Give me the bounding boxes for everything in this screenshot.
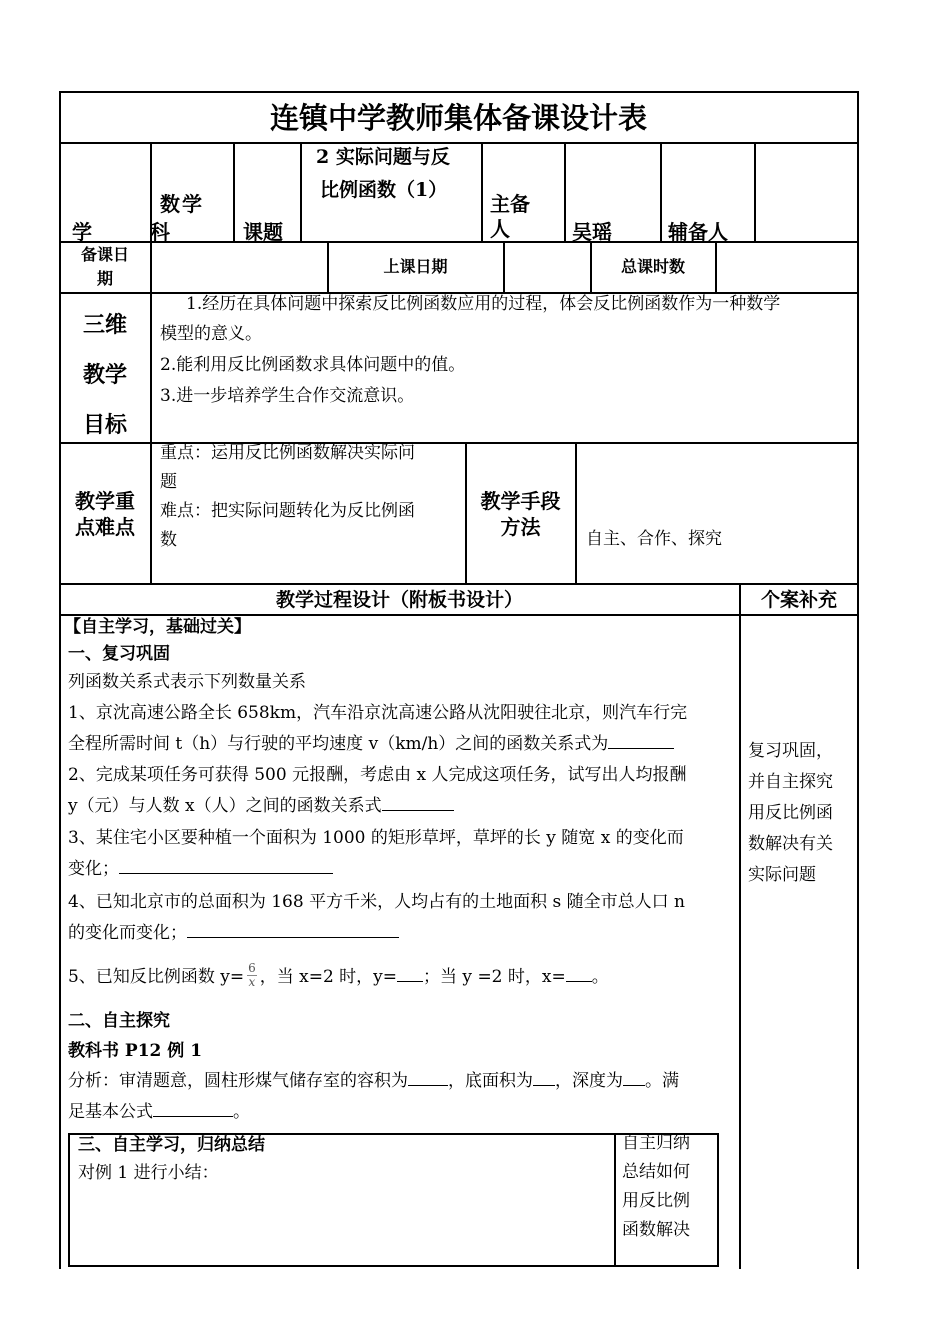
process-header: 教学过程设计（附板书设计）: [275, 589, 523, 611]
sec1-title: 【自主学习，基础过关】: [64, 617, 251, 637]
keypoints-line-4: 数: [160, 530, 177, 550]
keypoints-label-2: 点难点: [75, 515, 135, 539]
q3-line-b: [68, 854, 333, 884]
objectives-label-3: 目标: [82, 412, 127, 438]
objective-item-2: 2.能利用反比例函数求具体问题中的值。: [160, 355, 466, 375]
keypoints-label-1: 教学重: [75, 489, 135, 513]
analysis-a-1: 分析：审清题意，圆柱形煤气储存室的容积为: [68, 1071, 408, 1091]
q1-line-a: 1、京沈高速公路全长 658km，汽车沿京沈高速公路从沈阳驶往北京，则汽车行完: [68, 703, 688, 723]
hline-title: [59, 142, 858, 144]
outer-right: [857, 91, 859, 1269]
topic-value-line1: 2 实际问题与反: [316, 146, 450, 168]
subject-label: 学 科: [72, 220, 170, 244]
method-label: [465, 488, 576, 540]
topic-value-line2: 比例函数（1）: [320, 179, 448, 201]
method-label-1: 教学手段: [480, 489, 561, 513]
fraction-num: 6: [248, 961, 256, 975]
q5-line: [68, 962, 609, 992]
side-note-2-line: 总结如何: [622, 1162, 690, 1182]
side-note-1-line: 复习巩固，: [748, 741, 833, 761]
q2-line-b: [68, 791, 454, 821]
vline: [233, 142, 235, 242]
q5-mid2: ；当 y =2 时，x=: [423, 967, 566, 987]
vline: [564, 142, 566, 242]
vline-side: [739, 583, 741, 1269]
lead-value: 吴瑶: [572, 220, 612, 244]
q4-line-a: 4、已知北京市的总面积为 168 平方千米，人均占有的土地面积 s 随全市总人口 n: [68, 892, 685, 912]
fraction: [247, 962, 257, 989]
method-label-2: 方法: [500, 515, 541, 539]
inner-box-left: [68, 1133, 70, 1267]
analysis-a-4: 。满: [645, 1071, 679, 1091]
side-note-1: [748, 736, 833, 891]
analysis-b-2: 。: [233, 1102, 250, 1122]
prep-date-label-2: 期: [96, 269, 113, 288]
assist-label: 辅备人: [668, 220, 728, 244]
side-note-2-line: 函数解决: [622, 1220, 690, 1240]
class-date-label: 上课日期: [383, 257, 448, 276]
analysis-blank-1[interactable]: [408, 1069, 448, 1086]
side-header: 个案补充: [760, 589, 837, 611]
analysis-line-a: [68, 1066, 679, 1096]
vline: [754, 142, 756, 242]
q2-line-b-text: y（元）与人数 x（人）之间的函数关系式: [68, 796, 382, 816]
subject-value: 数学: [160, 192, 204, 216]
q4-blank[interactable]: [187, 921, 399, 938]
vline: [660, 142, 662, 242]
q1-line-b: [68, 729, 674, 759]
q5-blank-y[interactable]: [397, 965, 423, 982]
analysis-line-b: [68, 1097, 250, 1127]
inner-box-mid: [614, 1133, 616, 1267]
q3-line-b-text: 变化；: [68, 859, 119, 879]
analysis-a-3: ，深度为: [555, 1071, 623, 1091]
objectives-label: [59, 300, 151, 450]
objectives-label-2: 教学: [82, 362, 127, 388]
side-note-1-line: 实际问题: [748, 865, 816, 885]
lead-label: 主备人: [490, 192, 530, 241]
q1-blank[interactable]: [608, 732, 674, 749]
q2-blank[interactable]: [382, 794, 454, 811]
analysis-blank-2[interactable]: [533, 1069, 555, 1086]
objective-item-1: 1.经历在具体问题中探索反比例函数应用的过程，体会反比例函数作为一种数学: [186, 294, 781, 314]
inner-box-right: [717, 1133, 719, 1267]
q4-line-b-text: 的变化而变化；: [68, 923, 187, 943]
side-note-2-line: 自主归纳: [622, 1133, 690, 1153]
intro-text: 列函数关系式表示下列数量关系: [68, 672, 306, 692]
sec3-line: 对例 1 进行小结：: [78, 1163, 219, 1183]
keypoints-line-1: 重点：运用反比例函数解决实际问: [160, 443, 415, 463]
side-note-1-line: 数解决有关: [748, 834, 833, 854]
total-hours-label: 总课时数: [620, 257, 685, 276]
keypoints-label: [59, 488, 151, 540]
hline-row1: [59, 241, 858, 243]
sec2-title: 二、自主探究: [68, 1011, 170, 1031]
page-title: 连镇中学教师集体备课设计表: [269, 101, 647, 135]
side-note-2: [622, 1129, 690, 1245]
vline: [481, 142, 483, 242]
q5-mid1: ，当 x=2 时，y=: [259, 967, 398, 987]
sec2-sub: 教科书 P12 例 1: [68, 1041, 203, 1061]
keypoints-text: [160, 439, 415, 555]
q5-pre: 5、已知反比例函数 y=: [68, 967, 245, 987]
method-value: 自主、合作、探究: [586, 529, 722, 549]
q5-end: 。: [591, 967, 609, 987]
prep-date-label-1: 备课日: [80, 245, 129, 264]
q3-blank[interactable]: [119, 857, 333, 874]
side-note-1-line: 用反比例函: [748, 803, 833, 823]
topic-label: 课题: [243, 220, 283, 244]
side-note-2-line: 用反比例: [622, 1191, 690, 1211]
q4-line-b: [68, 918, 399, 948]
analysis-a-2: ，底面积为: [448, 1071, 533, 1091]
q5-blank-x[interactable]: [566, 965, 592, 982]
side-note-1-line: 并自主探究: [748, 772, 833, 792]
objective-item-3: 3.进一步培养学生合作交流意识。: [160, 386, 415, 406]
analysis-blank-3[interactable]: [623, 1069, 645, 1086]
sec3-title: 三、自主学习，归纳总结: [78, 1135, 265, 1155]
keypoints-line-3: 难点：把实际问题转化为反比例函: [160, 501, 415, 521]
keypoints-line-2: 题: [160, 472, 177, 492]
fraction-den: x: [248, 975, 256, 989]
q3-line-a: 3、某住宅小区要种植一个面积为 1000 的矩形草坪，草坪的长 y 随宽 x 的变化而: [68, 828, 684, 848]
q1-line-b-text: 全程所需时间 t（h）与行驶的平均速度 v（km/h）之间的函数关系式为: [68, 734, 609, 754]
analysis-b-1: 足基本公式: [68, 1102, 153, 1122]
inner-box-bottom: [68, 1265, 718, 1267]
outer-top: [59, 91, 858, 93]
vline: [300, 142, 302, 242]
sec1-sub: 一、复习巩固: [68, 644, 170, 664]
q2-line-a: 2、完成某项任务可获得 500 元报酬，考虑由 x 人完成这项任务，试写出人均报酬: [68, 765, 687, 785]
objectives-label-1: 三维: [82, 312, 127, 338]
objective-item-1-cont: 模型的意义。: [160, 324, 262, 344]
analysis-blank-4[interactable]: [153, 1100, 233, 1117]
